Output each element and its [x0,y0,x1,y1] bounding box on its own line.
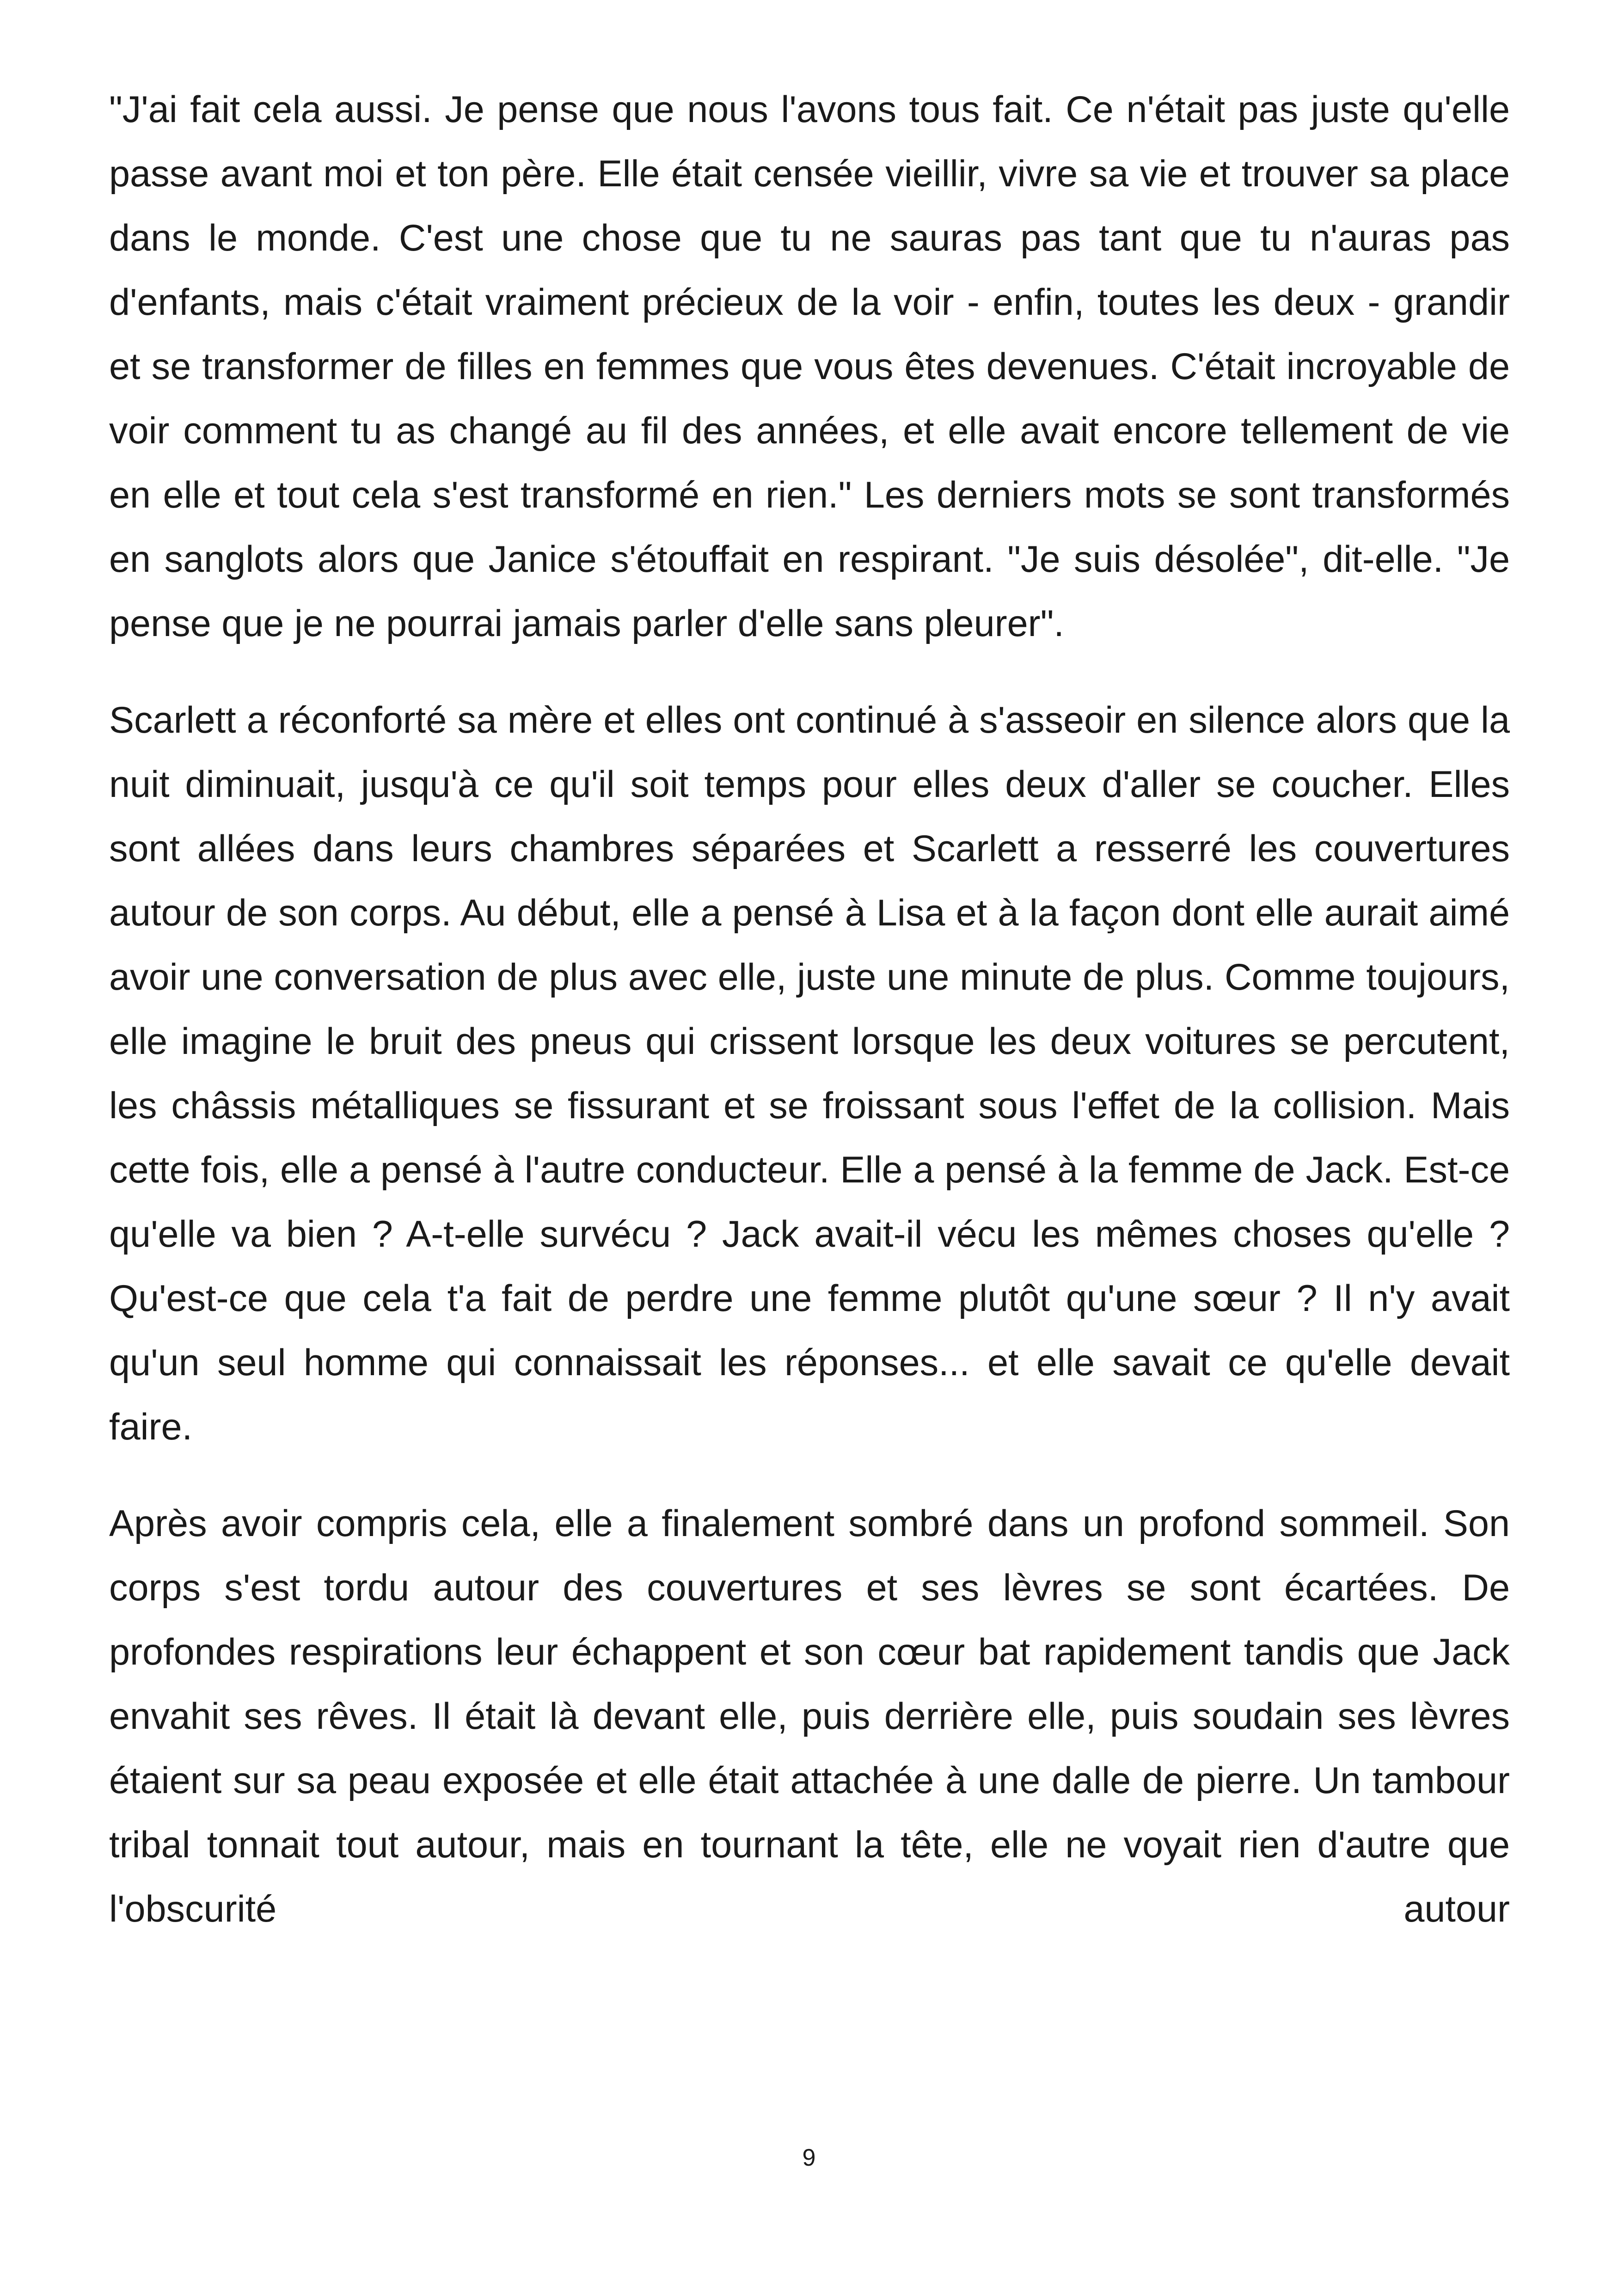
document-page [109,78,1510,1941]
paragraph-2: Scarlett a réconforté sa mère et elles ont continué à s'asseoir en silence alors que la nuit diminuait, jusqu'à ce qu'il soit temps pour elles deux d'aller se coucher. Elles sont allées dans leurs chambres séparées et Scarlett a resserré les couvertures autour de son corps. Au début, elle a pensé à Lisa et à la façon dont elle aurait aimé avoir une conversation de plus avec elle, juste une minute de plus. Comme toujours, elle imagine le bruit des pneus qui crissent lorsque les deux voitures se percutent, les châssis métalliques se fissurant et se froissant sous l'effet de la collision. Mais cette fois, elle a pensé à l'autre conducteur. Elle a pensé à la femme de Jack. Est-ce qu'elle va bien ? A-t-elle survécu ? Jack avait-il vécu les mêmes choses qu'elle ? Qu'est-ce que cela t'a fait de perdre une femme plutôt qu'une sœur ? Il n'y avait qu'un seul homme qui connaissait les réponses... et elle savait ce qu'elle devait faire. [109,699,1510,1448]
page-number: 9 [802,2144,816,2171]
paragraph-1: "J'ai fait cela aussi. Je pense que nous l'avons tous fait. Ce n'était pas juste qu'elle passe avant moi et ton père. Elle était censée vieillir, vivre sa vie et trouver sa place dans le monde. C'est une chose que tu ne sauras pas tant que tu n'auras pas d'enfants, mais c'était vraiment précieux de la voir - enfin, toutes les deux - grandir et se transformer de filles en femmes que vous êtes devenues. C'était incroyable de voir comment tu as changé au fil des années, et elle avait encore tellement de vie en elle et tout cela s'est transformé en rien." Les derniers mots se sont transformés en sanglots alors que Janice s'étouffait en respirant. "Je suis désolée", dit-elle. "Je pense que je ne pourrai jamais parler d'elle sans pleurer". [109,89,1510,644]
paragraph-3: Après avoir compris cela, elle a finalement sombré dans un profond sommeil. Son corps s'est tordu autour des couvertures et ses lèvres se sont écartées. De profondes respirations leur échappent et son cœur bat rapidement tandis que Jack envahit ses rêves. Il était là devant elle, puis derrière elle, puis soudain ses lèvres étaient sur sa peau exposée et elle était attachée à une dalle de pierre. Un tambour tribal tonnait tout autour, mais en tournant la tête, elle ne voyait rien d'autre que l'obscurité autour [109,1503,1510,1930]
